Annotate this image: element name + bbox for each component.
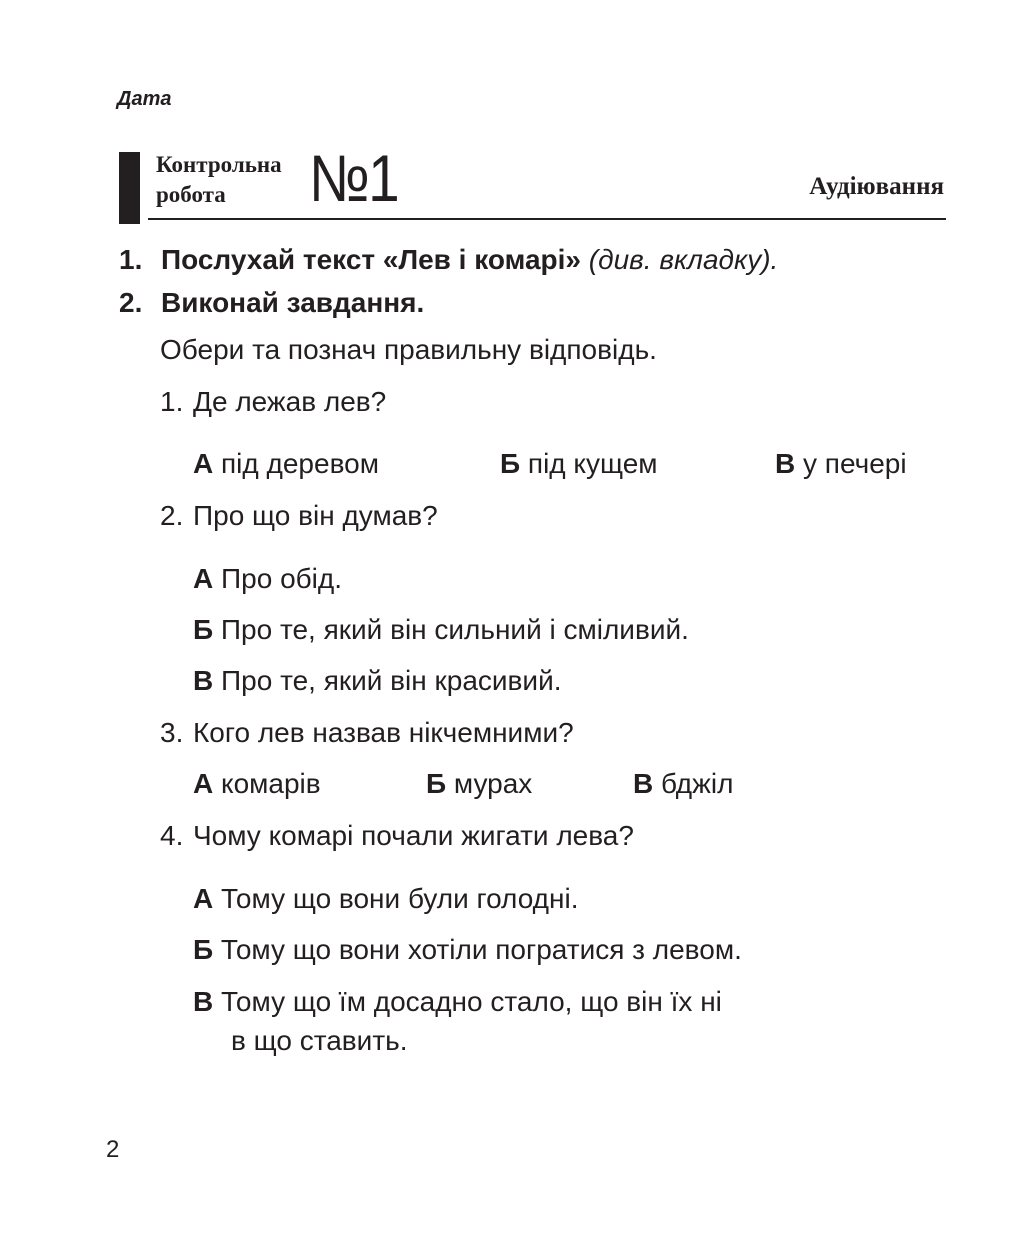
page-number: 2 <box>106 1136 120 1163</box>
option-letter: В <box>193 986 214 1017</box>
question-number: 4. <box>160 820 184 851</box>
instruction: Обери та познач правильну відповідь. <box>160 334 657 365</box>
option-letter: В <box>633 768 654 799</box>
date-label: Дата <box>117 88 172 110</box>
work-number: №1 <box>309 141 399 215</box>
work-title: Контрольна робота <box>156 152 282 207</box>
option-c-continuation: в що ставить. <box>231 1025 408 1056</box>
header-accent-bar <box>119 152 140 224</box>
option-text: комарів <box>221 768 321 799</box>
option-text: Про те, який він сильний і сміливий. <box>220 614 689 645</box>
option-a[interactable] <box>193 766 321 802</box>
option-c[interactable] <box>775 446 907 482</box>
task-2 <box>119 285 424 321</box>
question-text: Кого лев назвав нікчемними? <box>193 717 574 748</box>
task-1 <box>119 242 778 278</box>
section-name: Аудіювання <box>809 173 944 200</box>
option-text: мурах <box>453 768 533 799</box>
task-text: Виконай завдання. <box>161 287 425 318</box>
task-note: (див. вкладку). <box>588 244 779 275</box>
question-text: Де лежав лев? <box>193 386 387 417</box>
option-b[interactable] <box>193 612 689 648</box>
question-text: Чому комарі почали жигати лева? <box>193 820 634 851</box>
option-letter: Б <box>193 934 214 965</box>
option-letter: А <box>193 448 214 479</box>
question-4 <box>160 818 634 854</box>
option-text: бджіл <box>661 768 734 799</box>
option-letter: Б <box>193 614 214 645</box>
option-text: Про те, який він красивий. <box>221 665 562 696</box>
option-a[interactable] <box>193 446 379 482</box>
question-number: 2. <box>160 500 184 531</box>
question-text: Про що він думав? <box>193 500 438 531</box>
option-b[interactable] <box>426 766 532 802</box>
task-text: Послухай текст «Лев і комарі» <box>161 244 581 275</box>
option-letter: Б <box>500 448 521 479</box>
option-letter: В <box>193 665 214 696</box>
task-number: 2. <box>119 287 143 318</box>
option-letter: В <box>775 448 796 479</box>
option-a[interactable] <box>193 881 578 917</box>
option-text: Тому що вони хотіли погратися з левом. <box>220 934 742 965</box>
header-divider <box>148 218 946 220</box>
question-1 <box>160 384 386 420</box>
option-c[interactable] <box>193 663 562 699</box>
question-number: 3. <box>160 717 184 748</box>
option-text: у печері <box>803 448 907 479</box>
question-2 <box>160 498 438 534</box>
option-a[interactable] <box>193 561 342 597</box>
option-c[interactable] <box>633 766 733 802</box>
option-b[interactable] <box>500 446 658 482</box>
option-letter: Б <box>426 768 447 799</box>
option-text: під кущем <box>527 448 658 479</box>
question-number: 1. <box>160 386 184 417</box>
option-text: Тому що їм досадно стало, що він їх ні <box>221 986 722 1017</box>
option-letter: А <box>193 883 214 914</box>
question-3 <box>160 715 574 751</box>
task-number: 1. <box>119 244 143 275</box>
option-text: Про обід. <box>221 563 343 594</box>
option-c[interactable] <box>193 984 722 1020</box>
option-text: під деревом <box>221 448 379 479</box>
option-letter: А <box>193 768 214 799</box>
option-text: Тому що вони були голодні. <box>221 883 579 914</box>
option-b[interactable] <box>193 932 742 968</box>
option-letter: А <box>193 563 214 594</box>
